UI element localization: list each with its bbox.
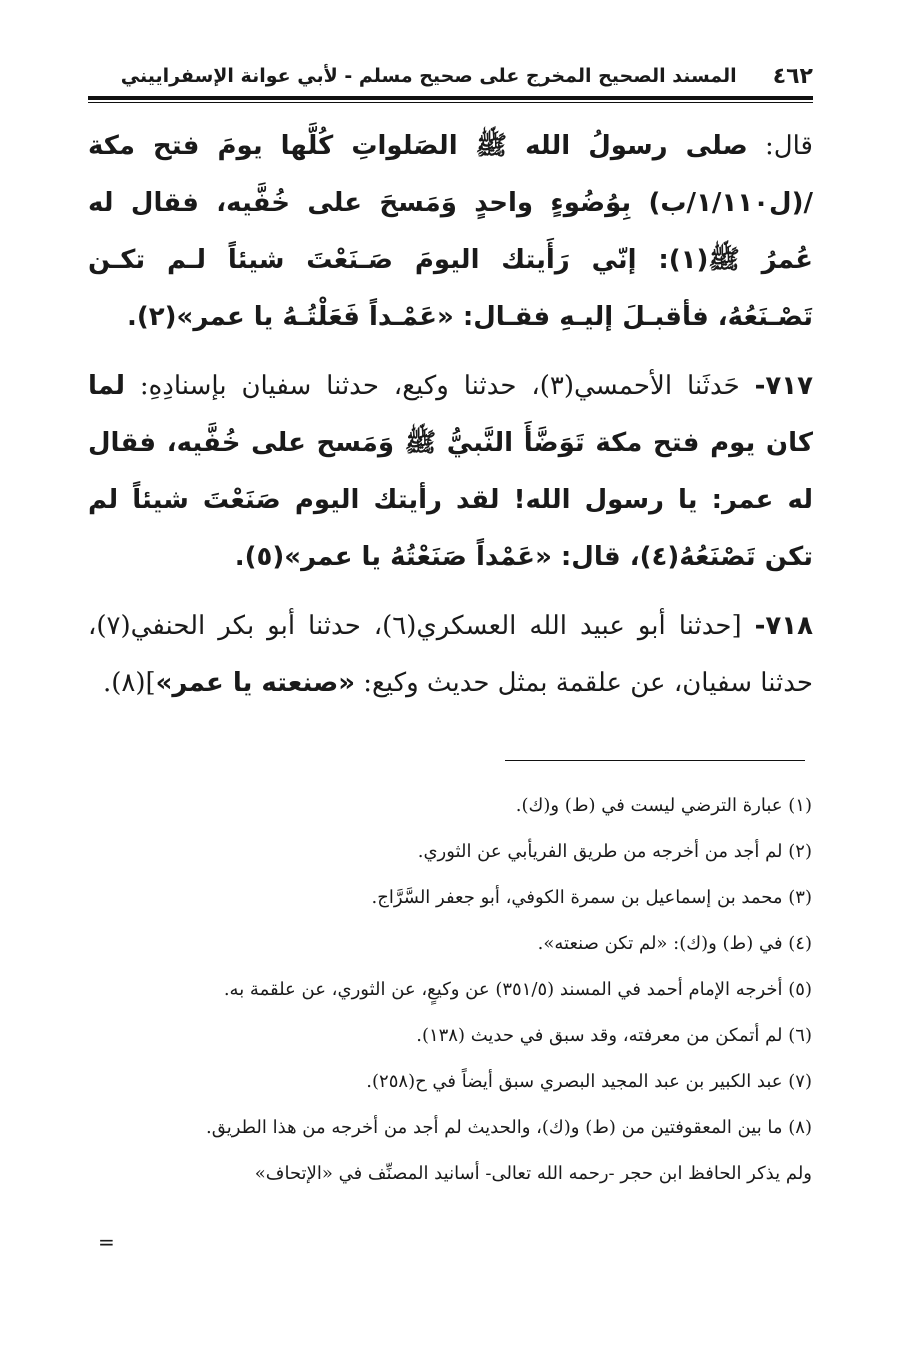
footnote: (٥) أخرجه الإمام أحمد في المسند (٣٥١/٥) عن وكيعٍ، عن الثوري، عن علقمة به. [223, 979, 812, 1000]
page-number: ٤٦٢ [772, 63, 813, 89]
footnote: (٦) لم أتمكن من معرفته، وقد سبق في حديث (١٣٨). [416, 1025, 812, 1046]
footnote-divider [505, 760, 805, 761]
hadith-text: «صنعته يا عمر» [155, 668, 356, 698]
paragraph-continuation [88, 118, 813, 346]
paragraph-intro: قال: [747, 131, 813, 161]
main-text [88, 118, 813, 724]
footnote: (٢) لم أجد من أخرجه من طريق الفريأبي عن الثوري. [417, 841, 812, 862]
continuation-mark: = [98, 1230, 115, 1254]
hadith-text: صلى رسولُ الله ﷺ الصَلواتِ كُلَّها يومَ فتح مكة /(ل١/١١٠/ب) بِوُضُوءٍ واحدٍ وَمَسحَ على خُفَّيه، فقال له عُمرُ ﷺ(١): إنّي رَأَيتك اليومَ صَـنَعْتَ شيئاً لـم تكـن تَصْـنَعُهُ، فأقبـلَ إليـهِ فقـال: «عَمْـداً فَعَلْتُـهُ يا عمر»(٢). [88, 131, 813, 332]
hadith-718 [88, 598, 813, 712]
hadith-chain: حَدثَنا الأحمسي(٣)، حدثنا وكيع، حدثنا سفيان بإسنادِهِ: [124, 371, 755, 401]
header-rule-thick [88, 96, 813, 100]
header-rule-thin [88, 102, 813, 103]
footnote: (١) عبارة الترضي ليست في (ط) و(ك). [515, 795, 812, 816]
footnote: (٣) محمد بن إسماعيل بن سمرة الكوفي، أبو جعفر السَّرَّاج. [371, 887, 812, 908]
hadith-number: ٧١٨- [754, 611, 813, 641]
running-title: المسند الصحيح المخرج على صحيح مسلم - لأبي عوانة الإسفراييني [120, 65, 737, 87]
running-header [88, 58, 813, 94]
hadith-chain: [حدثنا أبو عبيد الله العسكري(٦)، حدثنا أبو بكر الحنفي(٧)، حدثنا سفيان، عن علقمة بمثل حديث وكيع: [88, 611, 813, 698]
hadith-number: ٧١٧- [754, 371, 813, 401]
footnote: (٨) ما بين المعقوفتين من (ط) و(ك)، والحديث لم أجد من أخرجه من هذا الطريق. [205, 1117, 812, 1138]
footnote: (٤) في (ط) و(ك): «لم تكن صنعته». [537, 933, 812, 954]
hadith-717 [88, 358, 813, 586]
footnote: (٧) عبد الكبير بن عبد المجيد البصري سبق أيضاً في ح(٢٥٨). [366, 1071, 812, 1092]
hadith-end: ](٨). [102, 668, 156, 698]
hadith-text: لما كان يوم فتح مكة تَوَضَّأَ النَّبيُّ ﷺ وَمَسح على خُفَّيه، فقال له عمر: يا رسول الله! لقد رأيتك اليوم صَنَعْتَ شيئاً لم تكن تَصْنَعُهُ(٤)، قال: «عَمْداً صَنَعْتُهُ يا عمر»(٥). [88, 371, 813, 572]
footnote: ولم يذكر الحافظ ابن حجر -رحمه الله تعالى- أسانيد المصنِّف في «الإتحاف» [254, 1163, 812, 1184]
footnotes [120, 783, 812, 1197]
